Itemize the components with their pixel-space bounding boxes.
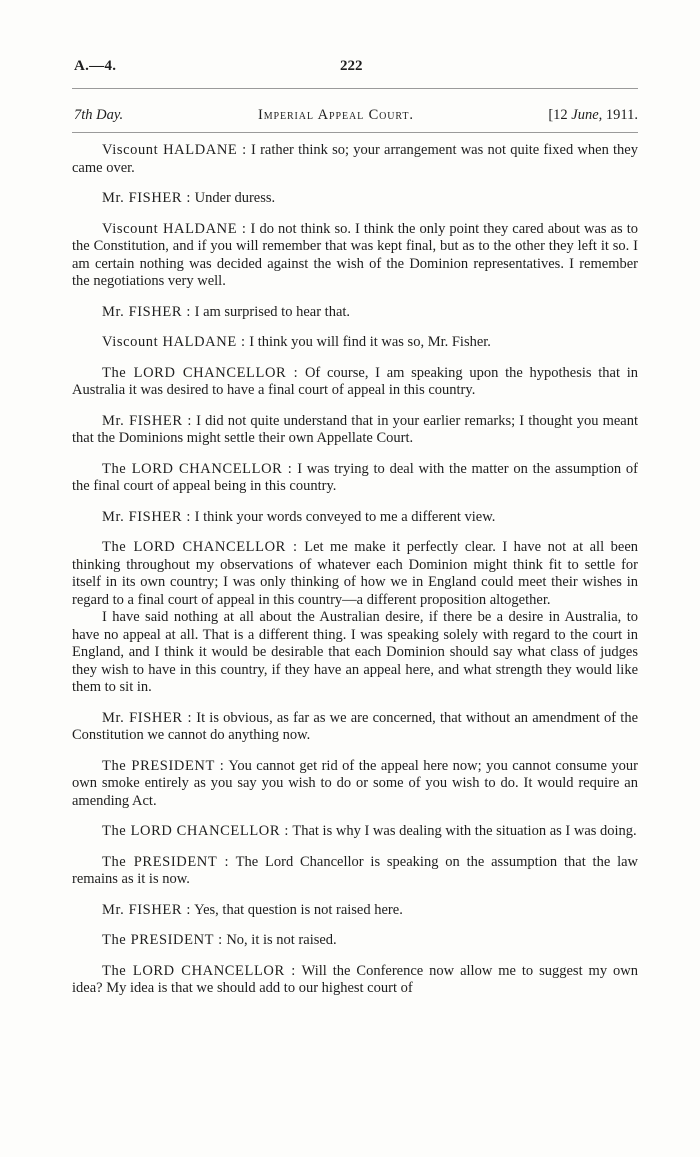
speaker-name: Mr. FISHER : xyxy=(102,709,193,726)
speech-text: The Lord Chancellor is speaking on the assumption that the law remains as it is now. xyxy=(72,853,639,887)
speaker-name: The LORD CHANCELLOR : xyxy=(102,823,289,839)
header-rule-bottom xyxy=(72,132,638,133)
speaker-name: Mr. FISHER : xyxy=(102,508,191,525)
paragraph xyxy=(72,758,638,811)
speaker-name: The PRESIDENT : xyxy=(102,853,230,870)
speech-text: I rather think so; your arrangement was not quite fixed when they came over. xyxy=(72,142,638,176)
paragraph xyxy=(72,539,638,609)
sitting-date xyxy=(548,107,638,124)
page-number: 222 xyxy=(340,58,363,74)
speech-text: I have said nothing at all about the Australian desire, if there be a desire in Australia, to have no appeal at all. That is a different thing. I was speaking solely with regard to the court in England, and I think it would be desirable that each Dominion should say what class of judges they wish to have in this country, if they have an appeal here, and what strength they would like them to sit in. xyxy=(72,609,638,695)
paragraph xyxy=(72,902,638,920)
speech-text: I did not quite understand that in your earlier remarks; I thought you meant that the Dominions might settle their own Appellate Court. xyxy=(72,412,638,446)
paragraph xyxy=(72,221,638,291)
speech-text: Will the Conference now allow me to suggest my own idea? My idea is that we should add to our highest court of xyxy=(72,962,638,996)
paragraph xyxy=(72,304,638,322)
date-prefix: [12 xyxy=(548,107,572,123)
speaker-name: Mr. FISHER : xyxy=(102,190,191,206)
paragraph xyxy=(72,190,638,208)
speaker-name: Viscount HALDANE : xyxy=(102,334,246,350)
paragraph xyxy=(72,932,638,950)
paragraph xyxy=(72,334,638,352)
speech-text: You cannot get rid of the appeal here now; you cannot consume your own smoke entirely as you say you wish to do or some of you wish to do. It would require an amending Act. xyxy=(72,757,638,809)
speech-text: No, it is not raised. xyxy=(222,932,337,948)
paragraph xyxy=(72,142,638,177)
paragraph xyxy=(72,509,638,527)
paragraph xyxy=(72,710,638,745)
paragraph-continuation xyxy=(72,609,638,697)
paragraph xyxy=(72,461,638,496)
speech-text: I do not think so. I think the only point they cared about was as to the Constitution, and if you will remember that was kept final, but as to the other they left it so. I am certain nothing was decided against the wish of the Dominion representatives. I remember the negotiations very well. xyxy=(72,220,638,289)
speaker-name: The LORD CHANCELLOR : xyxy=(102,539,298,555)
paragraph xyxy=(72,854,638,889)
speech-text: Let me make it perfectly clear. I have not at all been thinking throughout my observations of whatever each Dominion might think fit to settle for itself in its own country; I was only thinking of how we in England could meet their wishes in regard to a final court of appeal in this country—a different proposition altogether. xyxy=(72,539,638,608)
paragraph xyxy=(72,413,638,448)
date-month: June, xyxy=(571,107,603,123)
header-rule-top xyxy=(72,88,638,89)
speech-text: It is obvious, as far as we are concerned, that without an amendment of the Constitution we cannot do anything now. xyxy=(72,709,639,743)
speaker-name: Mr. FISHER : xyxy=(102,303,191,320)
top-header xyxy=(72,58,638,78)
speech-text: Of course, I am speaking upon the hypothesis that in Australia it was desired to have a final court of appeal in this country. xyxy=(72,364,638,398)
paragraph xyxy=(72,823,638,841)
speech-text: Yes, that question is not raised here. xyxy=(190,901,403,918)
speech-text: I am surprised to hear that. xyxy=(190,303,351,320)
speaker-name: Mr. FISHER : xyxy=(102,412,192,429)
court-title: Imperial Appeal Court. xyxy=(258,107,414,123)
speaker-name: The PRESIDENT : xyxy=(102,932,223,948)
speech-text: Under duress. xyxy=(190,190,276,206)
document-code: A.—4. xyxy=(74,58,117,74)
speaker-name: Viscount HALDANE : xyxy=(102,220,247,237)
speaker-name: Mr. FISHER : xyxy=(102,901,191,918)
transcript-body xyxy=(72,142,638,1011)
sitting-day: 7th Day. xyxy=(74,107,124,123)
speech-text: I think your words conveyed to me a different view. xyxy=(190,508,496,525)
speaker-name: The PRESIDENT : xyxy=(102,757,225,774)
date-year: 1911. xyxy=(602,107,638,123)
running-head xyxy=(72,107,638,127)
paragraph xyxy=(72,365,638,400)
paragraph xyxy=(72,963,638,998)
speaker-name: The LORD CHANCELLOR : xyxy=(102,460,293,477)
speech-text: That is why I was dealing with the situation as I was doing. xyxy=(289,823,637,839)
speaker-name: The LORD CHANCELLOR : xyxy=(102,364,299,381)
speech-text: I was trying to deal with the matter on the assumption of the final court of appeal being in this country. xyxy=(72,460,638,494)
speech-text: I think you will find it was so, Mr. Fisher. xyxy=(245,334,491,350)
speaker-name: The LORD CHANCELLOR : xyxy=(102,962,296,979)
speaker-name: Viscount HALDANE : xyxy=(102,142,247,158)
